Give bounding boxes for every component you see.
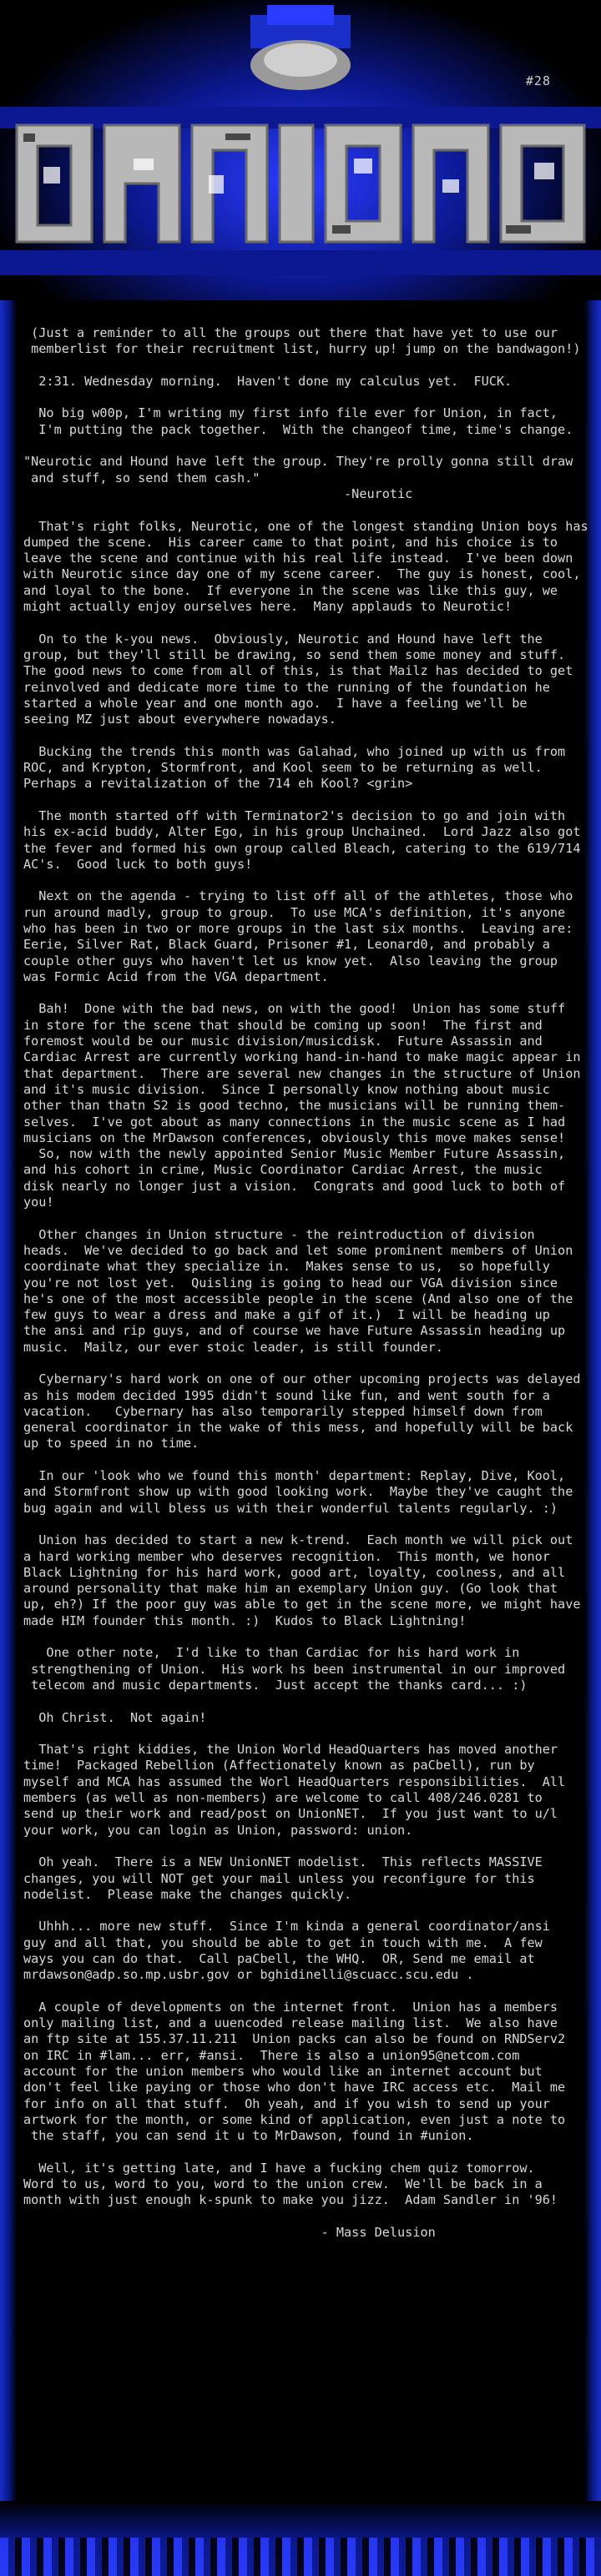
paragraph: A couple of developments on the internet front. Union has a members only mailing list, and a uuencoded release mailing list. We also have an ftp site at 155.37.11.211 Union packs can also be found on RNDServ2 on IRC in #lam... err, #ansi. There is also a union95@netcom.com account for the union members who would like an internet account but don't feel like paying or those who don't have IRC access etc. Mail me for info on all that stuff. Oh yeah, and if you wish to send up your artwork for the month, or some kind of application, even just a note to the staff, you can send it u to MrDawson, found in #union.	[23, 1999, 566, 2144]
union-logo-art	[0, 0, 601, 300]
signature: - Mass Delusion	[23, 2225, 436, 2241]
paragraph: The month started off with Terminator2's decision to go and join with his ex-acid buddy, Alter Ego, in his group Unchained. Lord Jazz also got the fever and formed his own group called Bleach, catering to the 619/714 AC's. Good luck to both guys!	[23, 808, 581, 872]
union-logo-header	[0, 0, 601, 300]
reminder-paragraph: (Just a reminder to all the groups out there that have yet to use our memberlist for their recruitment list, hurry up! jump on the bandwagon!)	[31, 325, 581, 357]
neurotic-quote: "Neurotic and Hound have left the group. They're prolly gonna still draw and stuff, so send them cash." -Neurotic	[23, 454, 573, 501]
info-file-body	[23, 325, 588, 2241]
footer-block-art	[0, 2538, 601, 2576]
paragraph: That's right kiddies, the Union World HeadQuarters has moved another time! Packaged Rebellion (Affectionately known as paCbell), run by myself and MCA has assumed the Worl HeadQuarters responsibilities. All members (as well as non-members) are welcome to call 408/246.0281 to send up their work and read/post on UnionNET. If you just want to u/l your work, you can login as Union, password: union.	[23, 1742, 566, 1838]
paragraph: Bah! Done with the bad news, on with the good! Union has some stuff in store for the scene that should be coming up soon! The first and foremost would be our music division/musicdisk. Future Assassin and Cardiac Arrest are currently working hand-in-hand to make magic appear in that department. There are several new changes in the structure of Union and it's music division. Since I personally know nothing about music other than thatn S2 is good techno, the musicians will be running them- selves. I've got about as many connections in the music scene as I had musicians on the MrDawson conferences, obviously this move makes sense! So, now with the newly appointed Senior Music Member Future Assassin, and his cohort in crime, Music Coordinator Cardiac Arrest, the music disk nearly no longer just a vision. Congrats and good luck to both of you!	[23, 1001, 581, 1210]
paragraph: Union has decided to start a new k-trend. Each month we will pick out a hard working member who deserves recognition. This month, we honor Black Lightning for his hard work, good art, loyalty, coolness, and all around personality that make him an exemplary Union guy. (Go look that up, eh?) If the poor guy was able to get in the scene more, we might have made HIM founder this month. :) Kudos to Black Lightning!	[23, 1532, 581, 1628]
intro-paragraph: 2:31. Wednesday morning. Haven't done my calculus yet. FUCK.	[23, 373, 513, 389]
issue-number: #28	[525, 73, 551, 88]
paragraph: On to the k-you news. Obviously, Neurotic and Hound have left the group, but they'll still be drawing, so send them some money and stuff. The good news to come from all of this, is that Mailz has decided to get reinvolved and dedicate more time to the running of the foundation he started a whole year and one month ago. I have a feeling we'll be seeing MZ just about everywhere nowadays.	[23, 631, 573, 727]
paragraph: Bucking the trends this month was Galahad, who joined up with us from ROC, and Krypton, Stormfront, and Kool seem to be returning as well. Perhaps a revitalization of the 714 eh Kool? <grin>	[23, 743, 566, 792]
footer-border	[0, 2501, 601, 2576]
paragraph: Oh Christ. Not again!	[23, 1709, 207, 1725]
paragraph: Other changes in Union structure - the reintroduction of division heads. We've decided to go back and let some prominent members of Union coordinate what they specialize in. Makes sense to us, so hopefully you're not lost yet. Quisling is going to head our VGA division since he's one of the most accessible people in the scene (And also one of the few guys to wear a dress and make a gif of it.) I will be heading up the ansi and rip guys, and of course we have Future Assassin heading up music. Mailz, our ever stoic leader, is still founder.	[23, 1226, 573, 1355]
paragraph: That's right folks, Neurotic, one of the longest standing Union boys has dumped the scene. His career came to that point, and his choice is to leave the scene and continue with his real life instead. I've been down with Neurotic since day one of my scene career. The guy is honest, cool, and loyal to the bone. If everyone in the scene was like this guy, we might actually enjoy ourselves here. Many applauds to Neurotic!	[23, 518, 588, 615]
paragraph: Next on the agenda - trying to list off all of the athletes, those who run around madly, group to group. To use MCA's definition, it's anyone who has been in two or more groups in the last six months. Leaving are: Eerie, Silver Rat, Black Guard, Prisoner #1, Leonard0, and probably a couple other guys who haven't let us know yet. Also leaving the group was Formic Acid from the VGA department.	[23, 888, 573, 984]
paragraph: Well, it's getting late, and I have a fucking chem quiz tomorrow. Word to us, word to you, word to the union crew. We'll be back in a month with just enough k-spunk to make you jizz. Adam Sandler in '96!	[23, 2160, 558, 2208]
paragraph: In our 'look who we found this month' department: Replay, Dive, Kool, and Stormfront show up with good looking work. Maybe they've caught the bug again and will bless us with their wonderful talents regularly. :)	[23, 1468, 573, 1516]
paragraph: No big w00p, I'm writing my first info file ever for Union, in fact, I'm putting the pack together. With the changeof time, time's change.	[38, 405, 573, 437]
paragraph: Cybernary's hard work on one of our other upcoming projects was delayed as his modem decided 1995 didn't sound like fun, and went south for a vacation. Cybernary has also temporarily stepped himself down from general coordinator in the wake of this mess, and hopefully will be back up to speed in no time.	[23, 1371, 581, 1452]
paragraph: Oh yeah. There is a NEW UnionNET modelist. This reflects MASSIVE changes, you will NOT get your mail unless you reconfigure for this nodelist. Please make the changes quickly.	[23, 1854, 543, 1902]
paragraph: One other note, I'd like to than Cardiac for his hard work in strengthening of Union. His work hs been instrumental in our improved telecom and music departments. Just accept the thanks card... :)	[31, 1645, 566, 1693]
paragraph: Uhhh... more new stuff. Since I'm kinda a general coordinator/ansi guy and all that, you should be able to get in touch with me. A few ways you can do that. Call paCbell, the WHQ. OR, Send me email at mrdawson@adp.so.mp.usbr.gov or bghidinelli@scuacc.scu.edu .	[23, 1919, 550, 1983]
